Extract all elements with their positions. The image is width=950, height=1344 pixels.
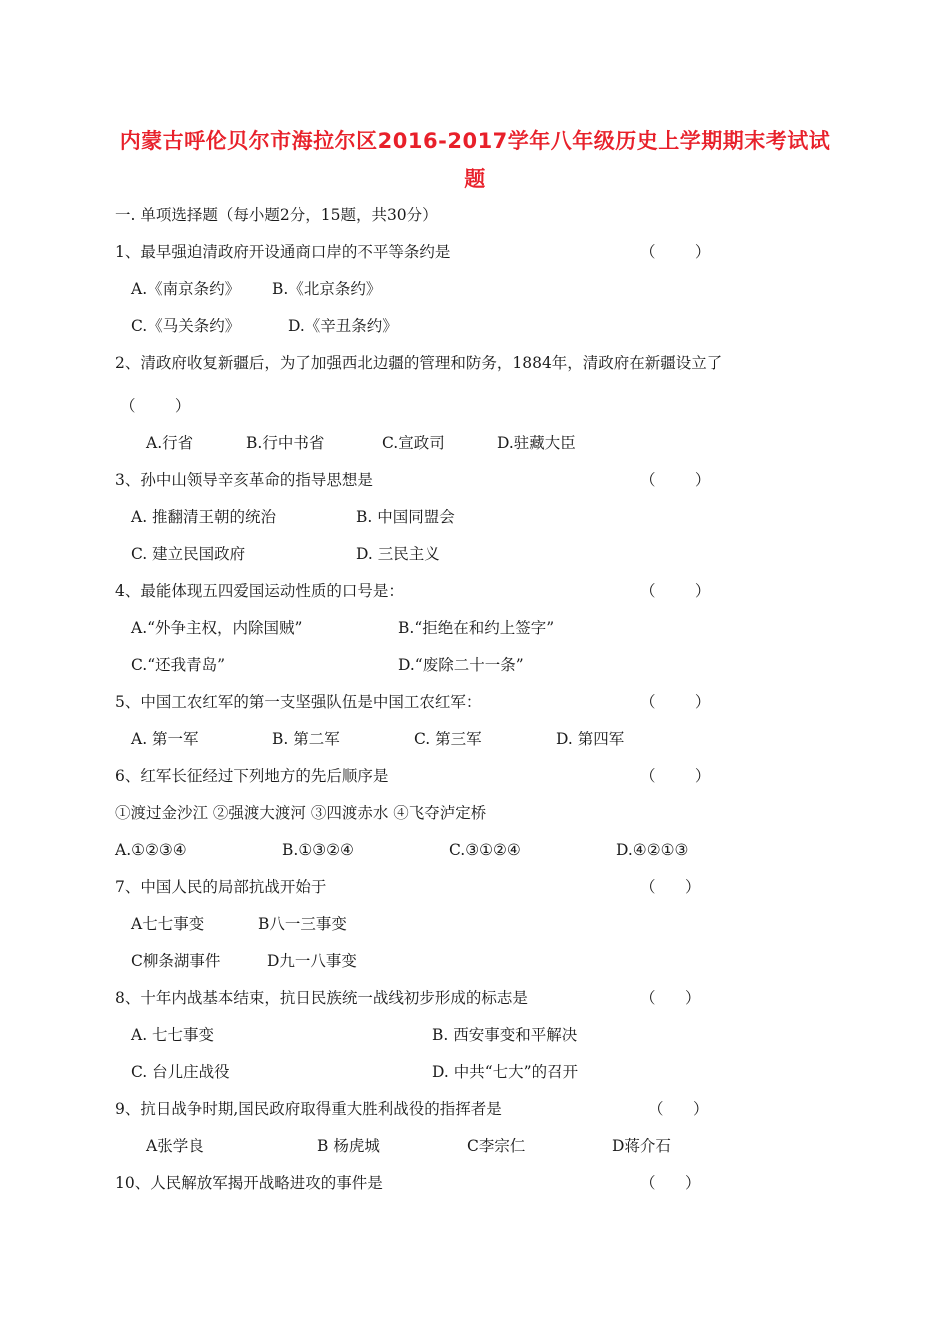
section-heading: 一. 单项选择题（每小题2分，15题，共30分） <box>115 206 438 224</box>
question-1-option-d: D.《辛丑条约》 <box>288 317 398 335</box>
question-1-option-c: C.《马关条约》 <box>131 317 241 335</box>
question-7-stem: 7、中国人民的局部抗战开始于 <box>115 878 327 896</box>
question-4-answer-paren: （ ） <box>640 582 711 600</box>
question-7-answer-paren: （ ） <box>640 878 701 896</box>
question-4-option-d: D.“废除二十一条” <box>398 656 524 674</box>
question-9-option-d: D蒋介石 <box>612 1137 671 1155</box>
question-2-option-b: B.行中书省 <box>246 434 325 452</box>
question-1-stem: 1、最早强迫清政府开设通商口岸的不平等条约是 <box>115 243 451 261</box>
question-1-answer-paren: （ ） <box>640 243 711 261</box>
question-9-answer-paren: （ ） <box>648 1100 709 1118</box>
question-3-stem: 3、孙中山领导辛亥革命的指导思想是 <box>115 471 373 489</box>
question-6-option-c: C.③①②④ <box>449 841 521 859</box>
question-5-option-d: D. 第四军 <box>556 730 625 748</box>
question-1-option-b: B.《北京条约》 <box>272 280 382 298</box>
question-6-answer-paren: （ ） <box>640 767 711 785</box>
question-4-option-b: B.“拒绝在和约上签字” <box>398 619 555 637</box>
question-2-option-d: D.驻藏大臣 <box>497 434 576 452</box>
question-3-option-b: B. 中国同盟会 <box>356 508 455 526</box>
question-10-answer-paren: （ ） <box>640 1174 701 1192</box>
exam-title-line1: 内蒙古呼伦贝尔市海拉尔区2016-2017学年八年级历史上学期期末考试试 <box>119 129 831 153</box>
question-4-stem: 4、最能体现五四爱国运动性质的口号是： <box>115 582 404 600</box>
question-5-stem: 5、中国工农红军的第一支坚强队伍是中国工农红军： <box>115 693 482 711</box>
question-3-answer-paren: （ ） <box>640 471 711 489</box>
question-2-stem: 2、清政府收复新疆后，为了加强西北边疆的管理和防务，1884年，清政府在新疆设立了 <box>115 354 723 372</box>
question-2-answer-paren: （ ） <box>120 397 191 415</box>
question-3-option-c: C. 建立民国政府 <box>131 545 246 563</box>
question-9-option-c: C李宗仁 <box>467 1137 526 1155</box>
question-6-option-b: B.①③②④ <box>282 841 354 859</box>
question-6-stem: 6、红军长征经过下列地方的先后顺序是 <box>115 767 389 785</box>
question-4-option-a: A.“外争主权，内除国贼” <box>131 619 303 637</box>
question-6-option-d: D.④②①③ <box>616 841 689 859</box>
question-2-option-c: C.宣政司 <box>382 434 445 452</box>
question-6-events: ①渡过金沙江 ②强渡大渡河 ③四渡赤水 ④飞夺泸定桥 <box>115 804 487 822</box>
question-8-stem: 8、十年内战基本结束，抗日民族统一战线初步形成的标志是 <box>115 989 528 1007</box>
question-7-option-c: C柳条湖事件 <box>131 952 221 970</box>
question-8-option-b: B. 西安事变和平解决 <box>432 1026 578 1044</box>
question-9-option-a: A张学良 <box>146 1137 204 1155</box>
question-1-option-a: A.《南京条约》 <box>131 280 241 298</box>
exam-title-line2: 题 <box>464 167 486 191</box>
question-2-option-a: A.行省 <box>146 434 194 452</box>
question-3-option-d: D. 三民主义 <box>356 545 440 563</box>
question-3-option-a: A. 推翻清王朝的统治 <box>131 508 277 526</box>
question-7-option-a: A七七事变 <box>131 915 205 933</box>
question-5-option-b: B. 第二军 <box>272 730 340 748</box>
question-5-option-c: C. 第三军 <box>414 730 482 748</box>
question-5-option-a: A. 第一军 <box>131 730 199 748</box>
question-6-option-a: A.①②③④ <box>115 841 187 859</box>
question-8-answer-paren: （ ） <box>640 989 701 1007</box>
question-5-answer-paren: （ ） <box>640 693 711 711</box>
question-10-stem: 10、人民解放军揭开战略进攻的事件是 <box>115 1174 383 1192</box>
question-7-option-d: D九一八事变 <box>267 952 357 970</box>
question-8-option-c: C. 台儿庄战役 <box>131 1063 230 1081</box>
question-9-stem: 9、抗日战争时期,国民政府取得重大胜利战役的指挥者是 <box>115 1100 502 1118</box>
question-8-option-d: D. 中共“七大”的召开 <box>432 1063 579 1081</box>
question-4-option-c: C.“还我青岛” <box>131 656 226 674</box>
question-9-option-b: B 杨虎城 <box>317 1137 380 1155</box>
question-7-option-b: B八一三事变 <box>258 915 347 933</box>
question-8-option-a: A. 七七事变 <box>131 1026 215 1044</box>
